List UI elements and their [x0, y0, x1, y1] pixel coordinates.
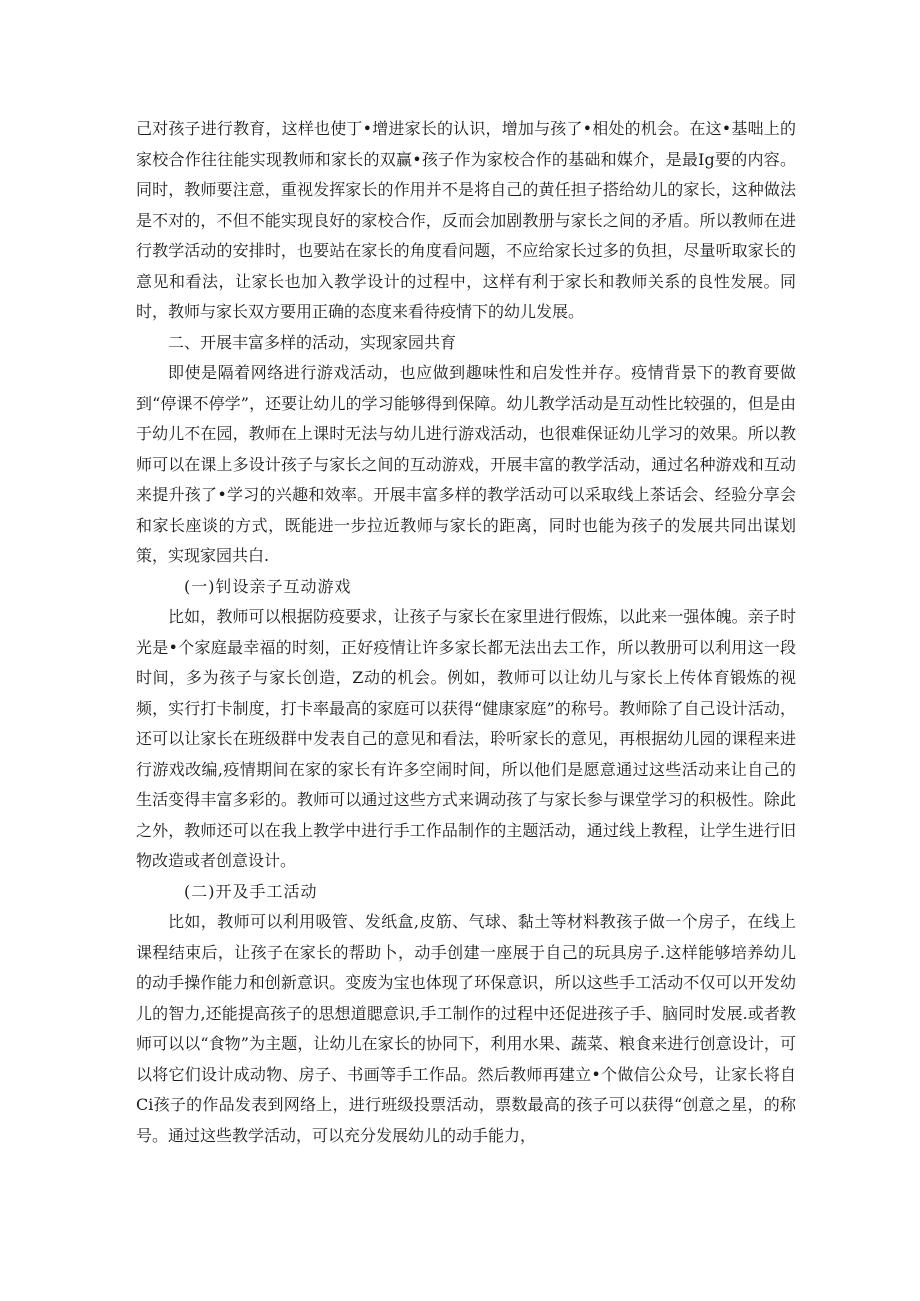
paragraph-home-school-cooperation: 己对孩子进行教育，这样也使丁•增进家长的认识，增加与孩了•相处的机会。在这•基咄上的家校合作往往能实现教师和家长的双赢•孩子作为家校合作的基础和媒介，是最Ig要的内容。同时，教师要注意，重视发挥家长的作用并不是将自己的黄任担子搭给幼儿的家长，这种做法是不对的，不但不能实现良好的家校合作，反而会加剧教册与家长之间的矛盾。所以教师在进行教学活动的安排时，也要站在家长的角度看问题，不应给家长过多的负担，尽量听取家长的意见和看法，让家长也加入教学设计的过程中，这样有利于家长和教师关系的良性发展。同时，教师与家长双方要用正确的态度来看待疫情下的幼儿发展。 [136, 119, 796, 321]
document-body [136, 114, 796, 1151]
paragraph-parent-child-games: 比如，教师可以根据防疫要求，让孩子与家长在家里进行假炼，以此来一强体魄。亲子时光是•个家庭最幸福的时刻，正好疫情让许多家长都无法出去工作，所以教册可以利用这一段时间，多为孩子与家长创造，Z动的机会。例如，教师可以让幼儿与家长上传体育锻炼的视频，实行打卡制度，打卡率最高的家庭可以获得“健康家庭”的称号。教师除了自己设计活动，还可以让家长在班级群中发表自己的意见和看法，聆听家长的意见，再根据幼儿园的课程来进行游戏改编,疫情期间在家的家长有许多空闹时间，所以他们是愿意通过这些活动来让自己的生活变得丰富多彩的。教师可以通过这些方式来调动孩了与家长参与课堂学习的积极性。除此之外，教师还可以在我上教学中进行手工作品制作的主题活动，通过线上教程，让学生进行旧物改造或者创意设计。 [136, 607, 796, 870]
subsection-heading-1: (一)钊设亲子互动游戏 [184, 576, 352, 596]
paragraph-handcraft-activities: 比如，教师可以利用吸管、发纸盒,皮筋、气球、黏土等材料教孩子做一个房子，在线上课程结束后，让孩子在家长的帮助卜，动手创建一座展于自己的玩具房子.这样能够培养幼儿的动手操作能力和创新意识。变废为宝也体现了环保意识，所以这些手工活动不仅可以开发幼儿的智力,还能提高孩子的思想道腮意识,手工制作的过程中还促进孩子手、脑同时发展.或者教师可以以“食物”为主题，让幼儿在家长的协同下，利用水果、蔬菜、粮食来进行创意设计，可以将它们设计成动物、房子、书画等手工作品。然后教师再建立•个做信公众号，让家长将自Ci孩子的作品发表到网络上，进行班级投票活动，票数最高的孩子可以获得“创意之星，的称号。通过这些教学活动，可以充分发展幼儿的动手能力， [136, 912, 796, 1145]
section-heading-2: 二、开展丰富多样的活动，实现家园共育 [168, 332, 457, 352]
paragraph-diverse-activities: 即使是隔着网络进行游戏活动，也应做到趣味性和启发性并存。疫情背景下的教育要做到“停课不停学”，还要让幼儿的学习能够得到保障。幼儿教学活动是互动性比较强的，但是由于幼儿不在园，教师在上课时无法与幼儿进行游戏活动，也很难保证幼儿学习的效果。所以教师可以在课上多设计孩子与家长之间的互动游戏，开展丰富的教学活动，通过名种游戏和互动来提升孩了•学习的兴趣和效率。开展丰富多样的教学活动可以采取线上茶话会、经验分享会和家长座谈的方式，既能进一步拉近教师与家长的距离，同时也能为孩子的发展共同出谋划策，实现家园共白. [136, 363, 796, 565]
subsection-heading-2: (二)开及手工活动 [184, 881, 318, 901]
